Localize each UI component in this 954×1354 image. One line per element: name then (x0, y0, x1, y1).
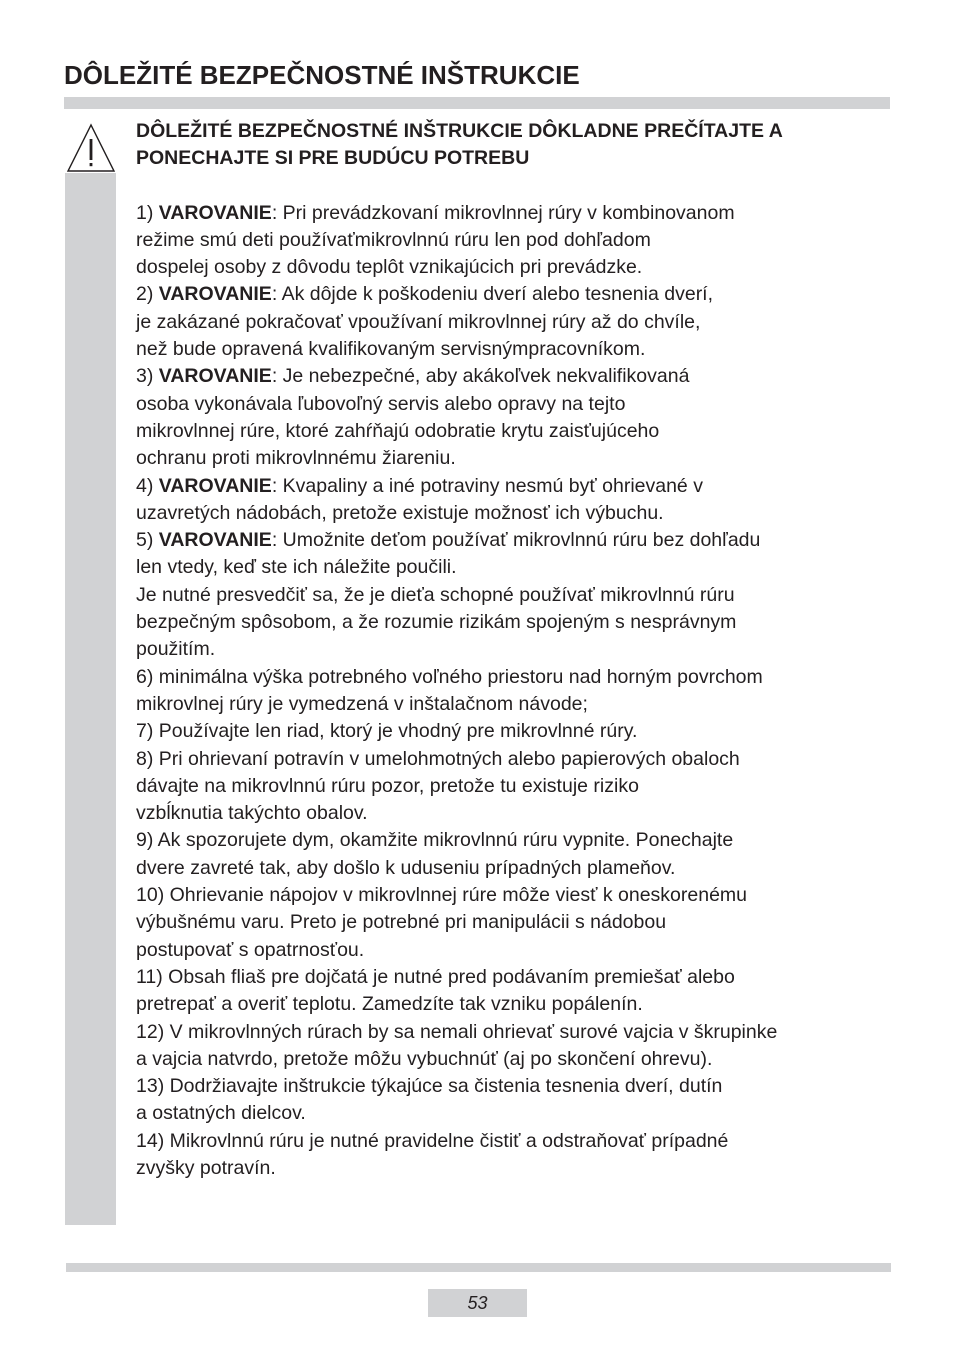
item-text: a ostatných dielcov. (136, 1102, 306, 1125)
item-text: je zakázané pokračovať vpoužívaní mikrovlnnej rúry až do chvíle, (136, 310, 701, 333)
page-number: 53 (467, 1292, 488, 1313)
item-text: dospelej osoby z dôvodu teplôt vznikajúcich pri prevádzke. (136, 256, 643, 279)
warning-label: VAROVANIE (158, 201, 272, 224)
item-text: ochranu proti mikrovlnnému žiareniu. (136, 447, 456, 470)
item-text: 7) Používajte len riad, ktorý je vhodný pre mikrovlnné rúry. (136, 720, 638, 743)
item-text: osoba vykonávala ľubovoľný servis alebo opravy na tejto (136, 392, 626, 415)
item-number: 3) (136, 365, 159, 388)
instruction-item-3 (136, 363, 896, 472)
warning-label: VAROVANIE (158, 283, 272, 306)
instruction-item-2 (136, 281, 896, 363)
item-text: mikrovlnej rúry je vymedzená v inštalačnom návode; (136, 692, 588, 715)
item-text: 12) V mikrovlnných rúrach by sa nemali ohrievať surové vajcia v škrupinke (136, 1020, 778, 1043)
instruction-item-12 (136, 1019, 896, 1074)
page-title: DÔLEŽITÉ BEZPEČNOSTNÉ INŠTRUKCIE (64, 60, 580, 90)
warning-label: VAROVANIE (158, 474, 272, 497)
footer-divider (66, 1263, 891, 1272)
item-number: 2) (136, 283, 159, 306)
page-number-box (428, 1289, 527, 1317)
instruction-item-1 (136, 200, 896, 282)
instruction-item-4 (136, 473, 896, 528)
instruction-list (136, 200, 896, 1183)
item-text: 14) Mikrovlnnú rúru je nutné pravidelne čistiť a odstraňovať prípadné (136, 1129, 729, 1152)
instruction-item-7 (136, 718, 896, 745)
warning-label: VAROVANIE (158, 365, 272, 388)
side-bar (65, 173, 116, 1225)
item-text: 6) minimálna výška potrebného voľného priestoru nad horným povrchom (136, 665, 763, 688)
instruction-item-14 (136, 1128, 896, 1183)
item-text: dávajte na mikrovlnnú rúru pozor, pretože tu existuje riziko (136, 774, 639, 797)
item-text: výbušnému varu. Preto je potrebné pri manipulácii s nádobou (136, 911, 667, 934)
item-text: 9) Ak spozorujete dym, okamžite mikrovlnnú rúru vypnite. Ponechajte (136, 829, 734, 852)
item-text: : Ak dôjde k poškodeniu dverí alebo tesnenia dverí, (271, 283, 714, 306)
item-text: len vtedy, keď ste ich náležite poučili. (136, 556, 457, 579)
item-text: bezpečným spôsobom, a že rozumie rizikám spojeným s nesprávnym (136, 611, 737, 634)
item-text: mikrovlnnej rúre, ktoré zahŕňajú odobratie krytu zaisťujúceho (136, 419, 660, 442)
instruction-item-8 (136, 746, 896, 828)
instruction-item-6 (136, 664, 896, 719)
instructions-content (136, 118, 896, 1182)
item-text: režime smú deti používaťmikrovlnnú rúru len pod dohľadom (136, 228, 651, 251)
instruction-item-9 (136, 827, 896, 882)
item-text: : Pri prevádzkovaní mikrovlnnej rúry v kombinovanom (271, 201, 735, 224)
header-divider (64, 97, 890, 109)
warning-triangle-icon (65, 122, 117, 174)
item-text: 10) Ohrievanie nápojov v mikrovlnnej rúre môže viesť k oneskorenému (136, 884, 748, 907)
item-text: : Umožnite deťom používať mikrovlnnú rúru bez dohľadu (271, 529, 761, 552)
item-number: 4) (136, 474, 159, 497)
item-text: pretrepať a overiť teplotu. Zamedzíte tak vzniku popálenín. (136, 993, 643, 1016)
instruction-item-10 (136, 882, 896, 964)
instruction-item-11 (136, 964, 896, 1019)
item-text: 8) Pri ohrievaní potravín v umelohmotných alebo papierových obaloch (136, 747, 740, 770)
item-number: 5) (136, 529, 159, 552)
item-text: dvere zavreté tak, aby došlo k uduseniu prípadných plameňov. (136, 856, 676, 879)
item-text: postupovať s opatrnosťou. (136, 938, 365, 961)
item-text: 11) Obsah fliaš pre dojčatá je nutné pred podávaním premiešať alebo (136, 965, 735, 988)
warning-label: VAROVANIE (158, 529, 272, 552)
item-text: vzbĺknutia takýchto obalov. (136, 802, 368, 825)
item-text: než bude opravená kvalifikovaným servisnýmpracovníkom. (136, 338, 646, 361)
intro-line: PONECHAJTE SI PRE BUDÚCU POTREBU (136, 147, 530, 170)
instruction-item-5 (136, 527, 896, 663)
item-text: uzavretých nádobách, pretože existuje možnosť ich výbuchu. (136, 501, 664, 524)
intro-heading (136, 118, 896, 173)
item-text: Je nutné presvedčiť sa, že je dieťa schopné používať mikrovlnnú rúru (136, 583, 735, 606)
item-number: 1) (136, 201, 159, 224)
item-text: : Je nebezpečné, aby akákoľvek nekvalifikovaná (271, 365, 690, 388)
item-text: zvyšky potravín. (136, 1156, 276, 1179)
item-text: 13) Dodržiavajte inštrukcie týkajúce sa čistenia tesnenia dverí, dutín (136, 1075, 723, 1098)
instruction-item-13 (136, 1073, 896, 1128)
intro-line: DÔLEŽITÉ BEZPEČNOSTNÉ INŠTRUKCIE DÔKLADNE PREČÍTAJTE A (136, 120, 783, 142)
item-text: použitím. (136, 638, 216, 661)
item-text: : Kvapaliny a iné potraviny nesmú byť ohrievané v (271, 474, 703, 497)
item-text: a vajcia natvrdo, pretože môžu vybuchnúť (aj po skončení ohrevu). (136, 1047, 713, 1070)
